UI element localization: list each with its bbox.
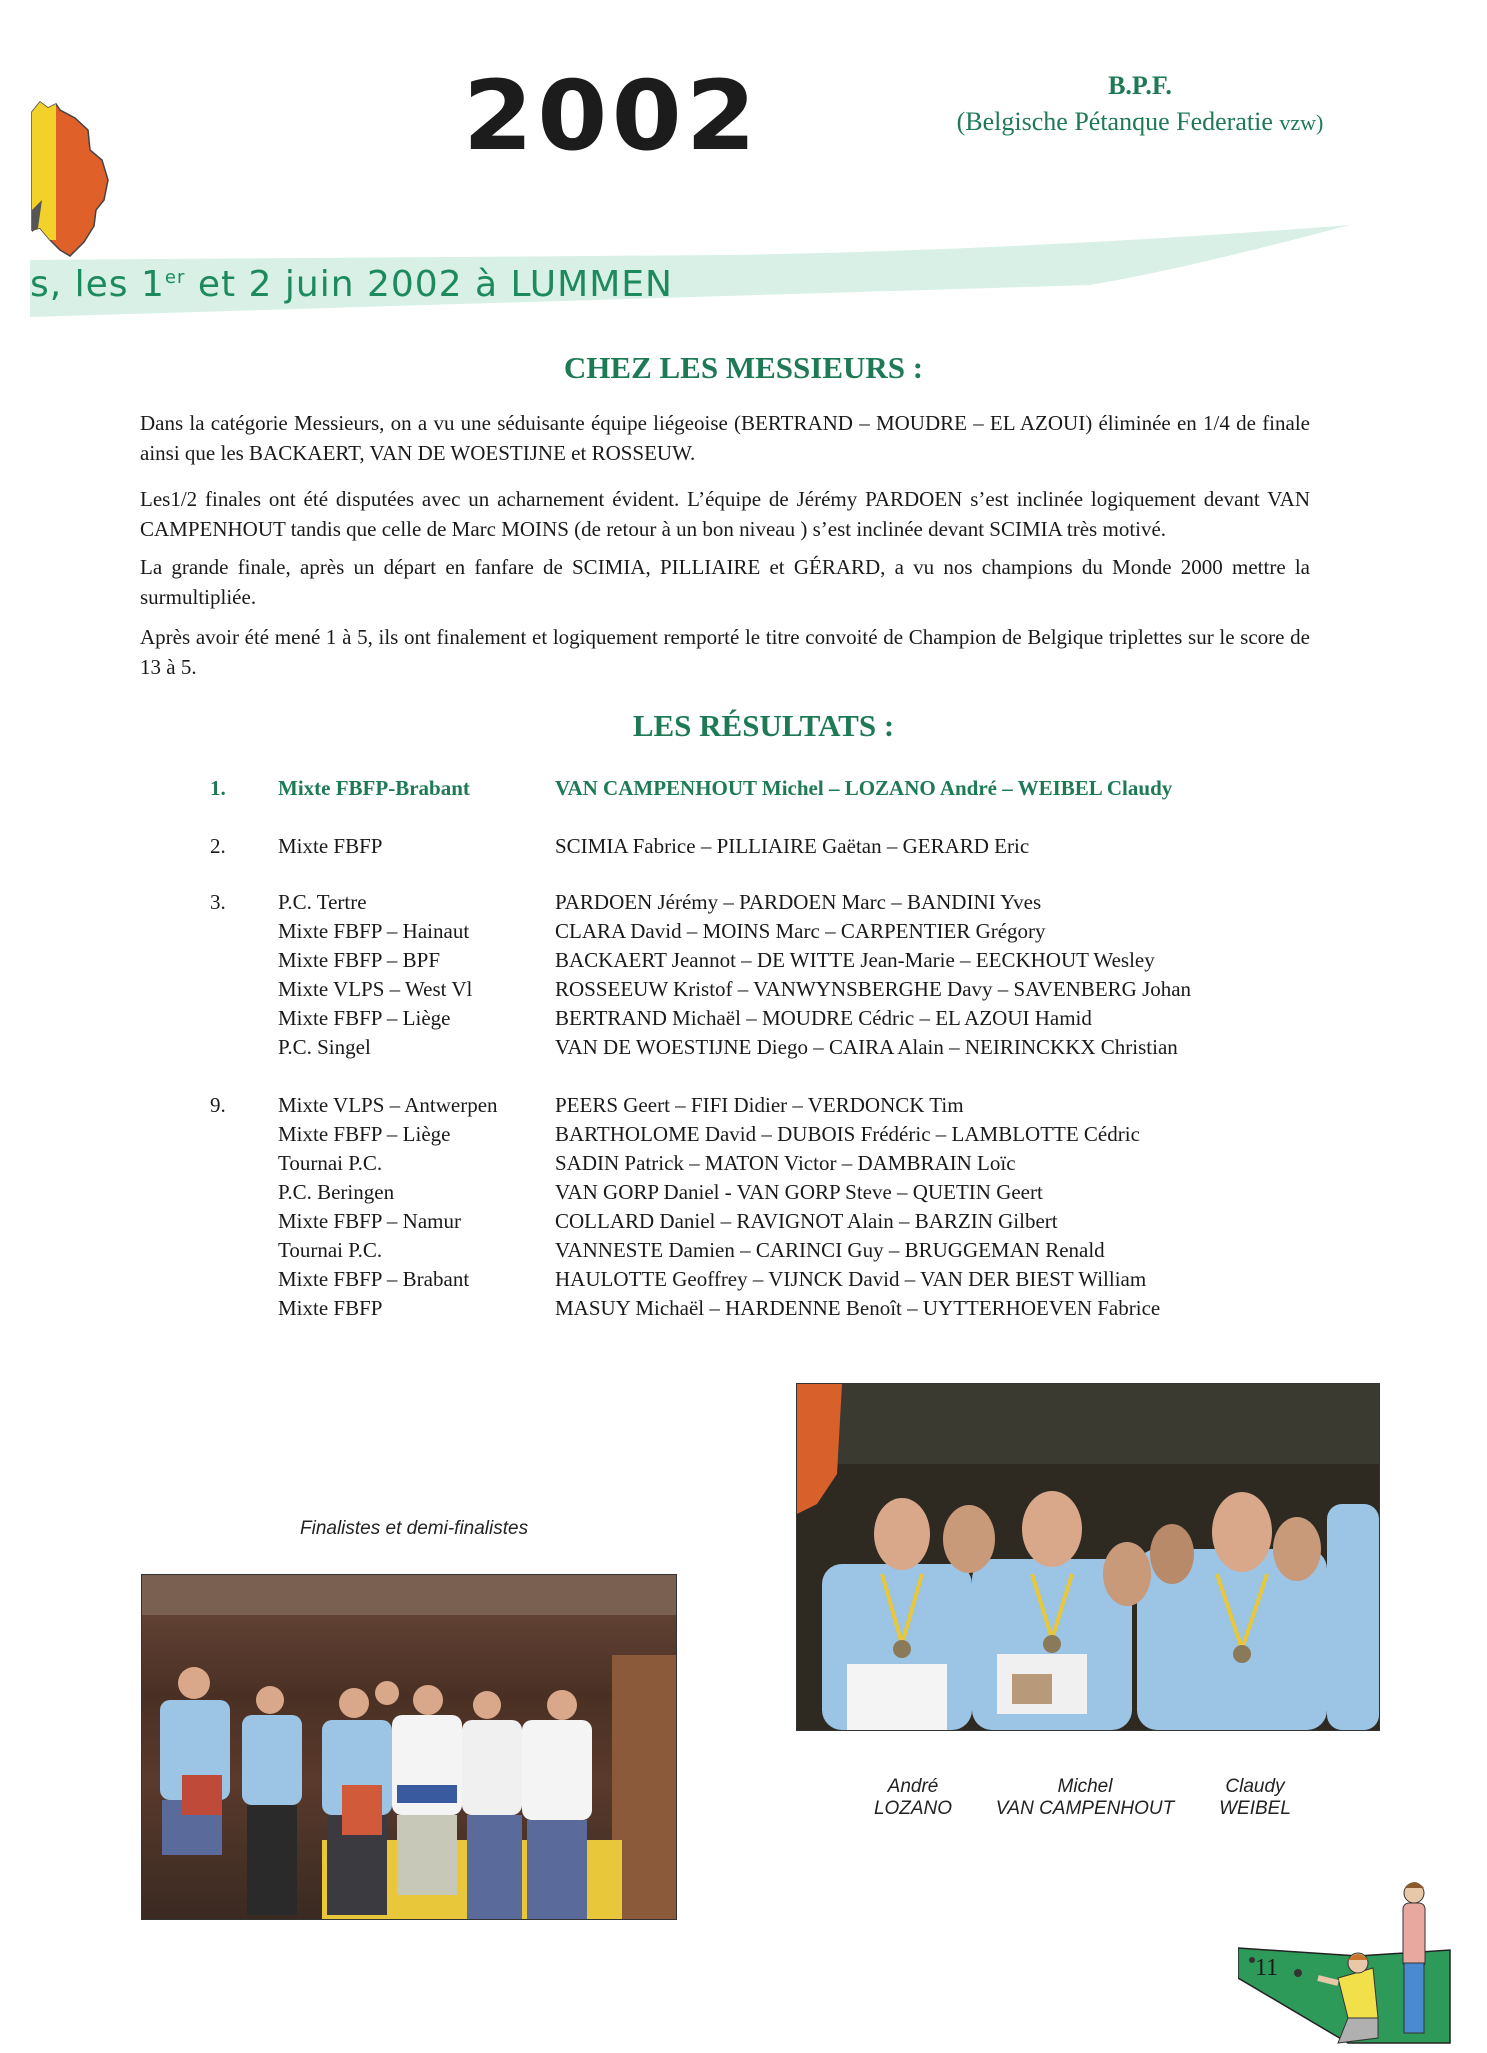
left-photo-caption: Finalistes et demi-finalistes — [300, 1518, 529, 1539]
year-title: 2002 — [462, 60, 761, 172]
result-players: VANNESTE Damien – CARINCI Guy – BRUGGEMAN Renald — [555, 1238, 1105, 1262]
caption-last-name: LOZANO — [873, 1798, 953, 1819]
banner-suffix: et 2 juin 2002 à LUMMEN — [185, 264, 673, 305]
federation-suffix: vzw) — [1279, 110, 1324, 135]
page-number: 11 — [1255, 1955, 1279, 1981]
result-club: Mixte FBFP — [278, 1296, 383, 1320]
result-rank: 2. — [210, 834, 226, 858]
section-title: CHEZ LES MESSIEURS : — [563, 350, 924, 385]
result-players: PARDOEN Jérémy – PARDOEN Marc – BANDINI Yves — [555, 890, 1042, 914]
caption-first-name: Michel — [1057, 1776, 1113, 1797]
result-club: Mixte VLPS – West Vl — [278, 977, 473, 1001]
result-players: VAN GORP Daniel - VAN GORP Steve – QUETIN Geert — [555, 1180, 1043, 1204]
result-club: Mixte FBFP — [278, 834, 383, 858]
paragraph: Après avoir été mené 1 à 5, ils ont finalement et logiquement remporté le titre convoité de Champion de Belgique triplettes sur le score de 13 à 5. — [140, 625, 1310, 679]
result-players: BACKAERT Jeannot – DE WITTE Jean-Marie – EECKHOUT Wesley — [555, 948, 1155, 972]
champions-photo — [796, 1383, 1380, 1731]
result-players: SCIMIA Fabrice – PILLIAIRE Gaëtan – GERARD Eric — [555, 834, 1030, 858]
federation-heading — [930, 68, 1350, 141]
result-players: MASUY Michaël – HARDENNE Benoît – UYTTERHOEVEN Fabrice — [555, 1296, 1161, 1320]
caption-first-name: André — [887, 1776, 939, 1797]
result-club: Mixte FBFP – Brabant — [278, 1267, 470, 1291]
result-players: BARTHOLOME David – DUBOIS Frédéric – LAMBLOTTE Cédric — [555, 1122, 1140, 1146]
result-club: Mixte FBFP-Brabant — [278, 776, 470, 800]
caption-player-2 — [980, 1776, 1190, 1820]
paragraph: La grande finale, après un départ en fanfare de SCIMIA, PILLIAIRE et GÉRARD, a vu nos champions du Monde 2000 mettre la surmultipliée. — [140, 555, 1310, 609]
caption-last-name: WEIBEL — [1219, 1798, 1291, 1819]
caption-first-name: Claudy — [1225, 1776, 1285, 1797]
result-club: Mixte FBFP – Liège — [278, 1006, 451, 1030]
caption-player-1 — [870, 1776, 956, 1820]
paragraph: Les1/2 finales ont été disputées avec un acharnement évident. L’équipe de Jérémy PARDOEN s’est inclinée logiquement devant VAN CAMPENHOUT tandis que celle de Marc MOINS (de retour à un bon niveau ) s’est inclinée devant SCIMIA très motivé. — [140, 487, 1310, 541]
result-players: BERTRAND Michaël – MOUDRE Cédric – EL AZOUI Hamid — [555, 1006, 1092, 1030]
result-players: VAN DE WOESTIJNE Diego – CAIRA Alain – NEIRINCKKX Christian — [555, 1035, 1178, 1059]
result-club: P.C. Tertre — [278, 890, 367, 914]
result-club: P.C. Singel — [278, 1035, 371, 1059]
result-club: Mixte FBFP – Namur — [278, 1209, 461, 1233]
banner-prefix: s, les 1 — [30, 264, 165, 305]
federation-abbr: B.P.F. — [1108, 71, 1172, 100]
result-club: Mixte FBFP – Liège — [278, 1122, 451, 1146]
result-club: P.C. Beringen — [278, 1180, 395, 1204]
result-rank: 3. — [210, 890, 226, 914]
finalists-photo — [141, 1574, 677, 1920]
result-club: Mixte VLPS – Antwerpen — [278, 1093, 498, 1117]
result-rank: 9. — [210, 1093, 226, 1117]
result-club: Tournai P.C. — [278, 1151, 383, 1175]
result-rank: 1. — [210, 776, 226, 800]
result-club: Tournai P.C. — [278, 1238, 383, 1262]
federation-name: (Belgische Pétanque Federatie — [956, 107, 1273, 136]
caption-player-3 — [1210, 1776, 1300, 1820]
result-players: ROSSEEUW Kristof – VANWYNSBERGHE Davy – SAVENBERG Johan — [555, 977, 1192, 1001]
paragraph: Dans la catégorie Messieurs, on a vu une séduisante équipe liégeoise (BERTRAND – MOUDRE – EL AZOUI) éliminée en 1/4 de finale ainsi que les BACKAERT, VAN DE WOESTIJNE et ROSSEUW. — [140, 411, 1310, 465]
result-players: CLARA David – MOINS Marc – CARPENTIER Grégory — [555, 919, 1046, 943]
result-players: VAN CAMPENHOUT Michel – LOZANO André – WEIBEL Claudy — [555, 776, 1173, 800]
result-club: Mixte FBFP – Hainaut — [278, 919, 470, 943]
caption-last-name: VAN CAMPENHOUT — [995, 1798, 1175, 1819]
result-players: HAULOTTE Geoffrey – VIJNCK David – VAN DER BIEST William — [555, 1267, 1147, 1291]
result-players: SADIN Patrick – MATON Victor – DAMBRAIN Loïc — [555, 1151, 1016, 1175]
result-players: PEERS Geert – FIFI Didier – VERDONCK Tim — [555, 1093, 964, 1117]
results-title: LES RÉSULTATS : — [632, 708, 895, 743]
banner-superscript: er — [164, 267, 186, 288]
result-players: COLLARD Daniel – RAVIGNOT Alain – BARZIN Gilbert — [555, 1209, 1058, 1233]
event-banner-text — [30, 264, 673, 305]
result-club: Mixte FBFP – BPF — [278, 948, 441, 972]
